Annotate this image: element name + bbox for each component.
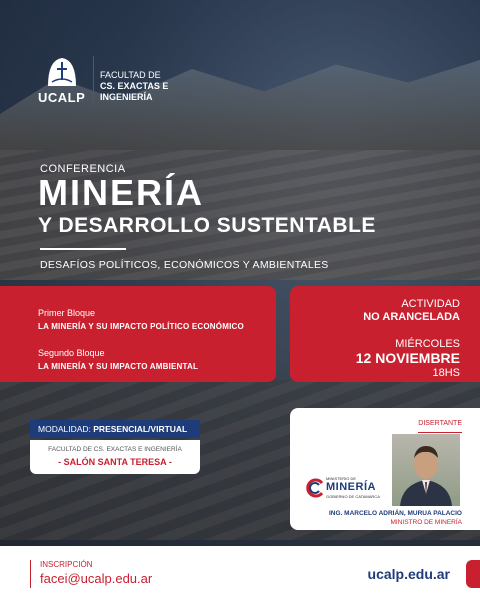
faculty-line-1: FACULTAD DE	[100, 70, 161, 80]
registration-label: INSCRIPCIÓN	[40, 560, 93, 569]
event-time: 18HS	[432, 367, 460, 379]
speaker-heading-rule	[418, 432, 462, 433]
ministry-logo	[306, 476, 390, 506]
speaker-card	[290, 408, 480, 530]
event-day: MIÉRCOLES	[395, 338, 460, 350]
block-2-label: Segundo Bloque	[38, 348, 105, 358]
venue-faculty: FACULTAD DE CS. EXACTAS E INGENIERÍA	[48, 446, 182, 453]
ministry-name: MINERÍA	[326, 481, 376, 493]
website-link[interactable]: ucalp.edu.ar	[367, 566, 450, 582]
activity-label: ACTIVIDAD	[401, 298, 460, 310]
shield-icon	[44, 56, 80, 88]
faculty-line-3: INGENIERÍA	[100, 92, 153, 102]
person-silhouette-icon	[392, 434, 460, 506]
event-type: CONFERENCIA	[40, 163, 126, 175]
ucalp-logo	[38, 56, 90, 106]
ministry-c-icon	[306, 478, 326, 498]
event-title: MINERÍA	[38, 172, 204, 213]
speaker-name: ING. MARCELO ADRIÁN, MURUA PALACIO	[328, 510, 462, 517]
event-subtitle: DESAFÍOS POLÍTICOS, ECONÓMICOS Y AMBIENTALES	[40, 259, 329, 271]
event-date: 12 NOVIEMBRE	[355, 350, 460, 366]
modality-text	[38, 424, 187, 434]
faculty-line-2: CS. EXACTAS E	[100, 81, 169, 91]
modality-bar	[30, 420, 200, 438]
activity-free: NO ARANCELADA	[363, 311, 460, 323]
program-blocks	[0, 286, 276, 382]
event-title-line-2: Y DESARROLLO SUSTENTABLE	[38, 214, 376, 237]
modality-label: MODALIDAD:	[38, 424, 94, 434]
footer-rule	[30, 560, 31, 588]
footer-accent-tab	[466, 560, 480, 588]
title-divider	[40, 248, 126, 250]
block-2-title: LA MINERÍA Y SU IMPACTO AMBIENTAL	[38, 362, 199, 371]
venue-room: - SALÓN SANTA TERESA -	[58, 457, 172, 467]
faculty-name	[100, 70, 168, 103]
registration-email[interactable]: facei@ucalp.edu.ar	[40, 571, 153, 586]
venue-box	[30, 440, 200, 474]
block-1-title: LA MINERÍA Y SU IMPACTO POLÍTICO ECONÓMICO	[38, 322, 244, 331]
speaker-heading: DISERTANTE	[418, 420, 462, 427]
logo-divider	[93, 56, 94, 102]
logo-text: UCALP	[38, 90, 86, 105]
speaker-role: MINISTRO DE MINERÍA	[390, 519, 462, 526]
speaker-photo	[392, 434, 460, 506]
event-details	[290, 286, 480, 382]
footer	[0, 546, 480, 600]
modality-value: PRESENCIAL/VIRTUAL	[93, 424, 188, 434]
block-1-label: Primer Bloque	[38, 308, 96, 318]
ministry-government: GOBIERNO DE CATAMARCA	[326, 494, 380, 499]
ministry-small-label: MINISTERIO DE	[326, 476, 357, 481]
